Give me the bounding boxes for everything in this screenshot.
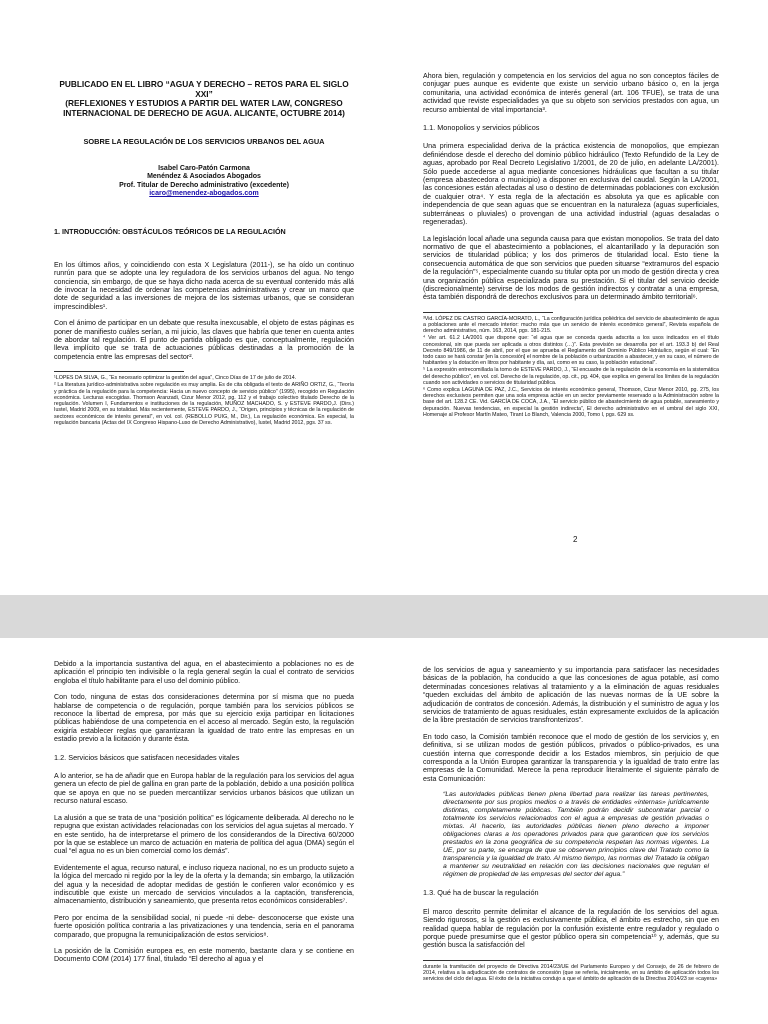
section-heading-1-1: 1.1. Monopolios y servicios públicos: [423, 123, 540, 133]
paragraph: En todo caso, la Comisión también reconoce que el modo de gestión de los servicios y, en definitiva, si se utilizan modos de gestión públicos, privados o público-privados, es una cuestión interna que corresponde decidir a los Estados miembros, sin perjuicio de que corresponda a la Unión Europea garantizar la transparencia y la igualdad de trato entre las empresas de la Comunidad. Merece la pena reproducir literalmente el siguiente párrafo de esta Comunicación:: [423, 732, 719, 783]
paragraph: Una primera especialidad deriva de la práctica existencia de monopolios, que empiezan definiéndose desde el derecho del dominio público hidráulico (Texto Refundido de la Ley de aguas, aprobado por Real Decreto Legislativo 1/2001, de 20 de julio, en adelante LA/2001). Sólo puede accederse al agua mediante concesiones hidráulicas que facultan a su titular (empresa abastecedora o municipio) a disponer en exclusiva del caudal. Según la LA/2001, las concesiones están afectadas al uso o destino de determinadas poblaciones con exclusión de cualquier otra⁴. Y esta regla de la afectación es absoluta ya que es aplicable con independencia de que sean aguas que se encuentran en la naturaleza (aguas superficiales, subterráneas o pluviales) o provengan de una actividad industrial (aguas desaladas o regeneradas).: [423, 142, 719, 227]
document-subtitle: SOBRE LA REGULACIÓN DE LOS SERVICIOS URBANOS DEL AGUA: [83, 137, 325, 147]
paragraph: Debido a la importancia sustantiva del agua, en el abastecimiento a poblaciones no es de aplicación el principio ten indivisible o la regla general según la cual el contrato de servicios engloba el título habilitante para el uso del dominio público.: [54, 660, 354, 685]
title-line: PUBLICADO EN EL LIBRO “AGUA Y DERECHO – RETOS PARA EL SIGLO XXI”: [59, 79, 349, 99]
paragraph: A lo anterior, se ha de añadir que en Europa hablar de la regulación para los servicios del agua genera un efecto de piel de gallina en gran parte de la población, debido a una posición política que se apoya en que no se pueden mercantilizar servicios urbanos básicos que utilizan un recurso natural escaso.: [54, 772, 354, 806]
page1-right-column: [423, 72, 719, 419]
paragraph: de los servicios de agua y saneamiento y su importancia para satisfacer las necesidades básicas de la población, ha conducido a que las concesiones de agua potable, así como determinadas concesiones relativas al tratamiento y a la eliminación de aguas residuales “queden excluidas del ámbito de aplicación de las nuevas normas de la UE sobre la adjudicación de contratos de concesión. Además, la distribución y el suministro de agua y los servicios de tratamiento de aguas residuales, están expresamente excluidos de la aplicación de la libre prestación de servicios transfronterizos”.: [423, 666, 719, 725]
paragraph: En los últimos años, y coincidiendo con esta X Legislatura (2011-), se ha oído un continuo runrún para que se adopte una ley reguladora de los servicios urbanos del agua. No tengo conciencia, sin embargo, de que se haya dicho nada acerca de su eventual contenido más allá de invocar la necesidad de ordenar las competencias administrativas y crear un marco que dote de seguridad a las inversiones de mejora de los sistemas urbanos, que se consideran imprescindibles¹.: [54, 260, 354, 311]
page2-left-column: [54, 660, 354, 972]
author-email-link[interactable]: icaro@menendez-abogados.com: [149, 190, 259, 197]
footnotes: [54, 375, 354, 426]
paragraph: Con todo, ninguna de estas dos consideraciones determina por sí misma que no pueda hablarse de competencia o de regulación, porque también para los servicios públicos se reconoce la libertad de empresa, por más que su ejercicio exija participar en licitaciones públicas habiéndose de una competencia en el acceso al mercado. Según esto, la regulación exigiría establecer reglas que garantizaran la igualdad de trato entre las empresas en un estadio previo a la licitación y durante ésta.: [54, 693, 354, 744]
paragraph: La legislación local añade una segunda causa para que existan monopolios. Se trata del dato normativo de que el abastecimiento a poblaciones, el alcantarillado y la depuración son servicios de titularidad pública; y los dos primeros de titularidad local. Esto tiene la consecuencia automática de que son servicios que pueden situarse “extramuros del espacio de la regulación”⁵, especialmente cuando su titular opta por un modo de gestión directa y crea una organización pública especializada para su prestación. Si el titular del servicio decide (discrecionalmente) servirse de los modos de gestión indirectos y contratar a una empresa, ésta también dispondrá de derechos exclusivos para un determinado ámbito territorial⁶.: [423, 234, 719, 302]
author-role: Prof. Titular de Derecho administrativo (excedente): [119, 181, 289, 189]
document-page-2: [0, 638, 768, 1024]
page2-right-column: [423, 666, 719, 982]
footnote: ⁶ Como explica LAGUNA DE PAZ, J.C., Servicios de interés económico general, Thomson, Cizur Menor 2010, pg. 275, los derechos exclusivos permiten que una sola empresa actúe en un sector previamente reservado a la Administración sobre la base del art. 128.2 CE. Vid. GARCÍA DE COCA, J.A., “El servicio público de abastecimiento de agua potable, saneamiento y depuración. Nuevas tendencias, en especial la gestión indirecta”, El derecho administrativo en el umbral del siglo XXI, Homenaje al Profesor Martín Mateo, Tirant Lo Blanch, Valencia 2000, Tomo I, pgs. 629 ss.: [423, 386, 719, 418]
title-line: (REFLEXIONES Y ESTUDIOS A PARTIR DEL WATER LAW, CONGRESO INTERNACIONAL DE DERECHO DE AGUA. ALICANTE, OCTUBRE 2014): [63, 98, 345, 118]
page1-left-column: [54, 80, 354, 427]
footnote-divider: [54, 371, 184, 372]
footnote: ² La literatura jurídico-administrativa sobre regulación es muy amplia. Es de cita obligada el texto de ARIÑO ORTIZ, G., “Teoría y práctica de la regulación para la competencia: Hacia un nuevo concepto de servicio público” (1995), recogido en Regulación económica. Lecturas escogidas. Thomson Aranzadi, Cizur Menor 2012, pg. 112 y el trabajo colectivo titulado Derecho de la regulación. Volumen I, Fundamentos e instituciones de la regulación, MUÑOZ MACHADO, S. y ESTEVE PARDO,J. (Dirs.) Iustel, Madrid 2009, en su totalidad. Más recientemente, ESTEVE PARDO, J., “Origen, principios y técnicas de la regulación de sectores económicos de interés general”, en vol. col. (REBOLLO PUIG, M., Dir.), La regulación económica. En especial, la regulación bancaria (Actas del IX Congreso Hispano-Luso de Derecho Administrativo), Iustel, Madrid 2012, pgs. 37 ss.: [54, 382, 354, 426]
section-heading-1-3: 1.3. Qué ha de buscar la regulación: [423, 888, 539, 898]
page-gap: [0, 595, 768, 638]
footnote: durante la tramitación del proyecto de Directiva 2014/23/UE del Parlamento Europeo y del Consejo, de 26 de febrero de 2014, relativa a la adjudicación de contratos de concesión (que se refería, inicialmente, en su ámbito de aplicación todos los servicios del ciclo del agua. El éxito de la iniciativa condujo a que el ámbito de aplicación de la Directiva 2014/23 se «cayera»: [423, 963, 719, 983]
document-title: [54, 80, 354, 118]
paragraph: Evidentemente el agua, recurso natural, e incluso riqueza nacional, no es un producto sujeto a la lógica del mercado ni regido por la ley de la oferta y la demanda; sin embargo, la utilización del agua y la necesidad de adoptar medidas de gestión le confieren valor económico y es indiscutible que existe un mercado de servicios vinculados a la captación, transferencia, almacenamiento, distribución y saneamiento, que presenta retos económicos considerables⁷.: [54, 863, 354, 906]
section-heading-1: 1. INTRODUCCIÓN: OBSTÁCULOS TEÓRICOS DE LA REGULACIÓN: [54, 227, 286, 237]
footnote-divider: [423, 312, 553, 313]
paragraph: Pero por encima de la sensibilidad social, ni puede -ni debe- desconocerse que existe una fuerte oposición política contraria a las privatizaciones y una tendencia, seria en el panorama comparado, que propugna la remunicipalización de estos servicios⁸.: [54, 913, 354, 939]
paragraph: Ahora bien, regulación y competencia en los servicios del agua no son conceptos fáciles de conjugar pues aunque es evidente que existe un servicio urbano básico o, en la jerga comunitaria, una actividad económica de interés general (art. 106 TFUE), se trata de una actividad que reviste especialidades ya que su objeto son servicios prestados con agua, un recurso ambiental de vital importancia³.: [423, 72, 719, 114]
footnotes: [423, 316, 719, 418]
author-firm: Menéndez & Asociados Abogados: [147, 173, 261, 181]
footnote: ³Vid. LÓPEZ DE CASTRO GARCÍA-MORATO, L., “La configuración jurídica poliédrica del servicio de abastecimiento de agua a poblaciones ante el mercado interior: mucho más que un servicio de interés económico general”, Revista española de derecho administrativo, núm. 163, 2014, pgs. 181-215.: [423, 315, 719, 335]
paragraph: La posición de la Comisión europea es, en este momento, bastante clara y se contiene en Documento COM (2014) 177 final, titulado “El derecho al agua y el: [54, 946, 354, 964]
author-name: Isabel Caro-Patón Carmona: [158, 164, 250, 172]
page-number: 2: [573, 535, 578, 544]
block-quote: “Las autoridades públicas tienen plena libertad para realizar las tareas pertinentes, directamente por sus propios medios o a través de entidades «internas» jurídicamente distintas, completamente públicas. También podrán decidir subcontratar parcial o totalmente los servicios relacionados con el agua a empresas de gestión privadas o mixtas. Al hacerlo, las autoridades públicas tienen pleno derecho a imponer obligaciones claras a los operadores privados para que garanticen que los servicios prestados en la zona geográfica de su competencia respetan las normas vigentes. La UE, por su parte, se encarga de que se observen principios clave del Tratado como la transparencia y la igualdad de trato. Al mismo tiempo, las normas del Tratado la obligan a mantener su neutralidad en relación con las decisiones nacionales que regulan el régimen de propiedad de las empresas del sector del agua.”: [443, 791, 709, 879]
paragraph: El marco descrito permite delimitar el alcance de la regulación de los servicios del agua. Siendo rigurosos, si la gestión es exclusivamente pública, el ámbito es estrecho, sin que en realidad quepa hablar de regulación por la confusión existente entre regulador y regulado o porque puede presumirse que el gestor público opera sin competencia¹⁰ y, además, que su gestión busca la satisfacción del: [423, 907, 719, 950]
paragraph: La alusión a que se trata de una “posición política” es lógicamente deliberada. Al derecho no le repugna que existan actividades relacionadas con los servicios del agua sujetas al mercado. Y en este sentido, ha de interpretarse el primero de los considerandos de la Directiva 60/2000 por la que se establece un marco de actuación en materia de política del agua (DMA) según el cual “el agua no es un bien comercial como los demás”.: [54, 813, 354, 856]
footnote: ⁵ La expresión entrecomillada la tomo de ESTEVE PARDO, J., “El encuadre de la regulación de la economía en la sistemática del derecho público”, en vol. col. Derecho de la regulación, op. cit., pg. 404, que explica en general los límites de la regulación cuando son actividades o servicios de titularidad pública.: [423, 367, 719, 386]
footnote-divider: [423, 960, 553, 961]
footnote: ⁴ Ver art. 61.2 LA/2001 que dispone que: “el agua que se conceda queda adscrita a los usos indicados en el título concesional, sin que pueda ser aplicada a otros distintos (…)”. Esta previsión se desarrolla por el art. 193.3 b) del Real Decreto 849/1986, de 11 de abril, por el que se aprueba el Reglamento del Dominio Público Hidráulico, según el cual: “En todo caso se hará constar [en la concesión] el nombre de la población o urbanización a abastecer, y en su caso, el número de habitantes y la dotación en litros por habitante y día, así, como en su caso, la población estacional”.: [423, 335, 719, 367]
section-heading-1-2: 1.2. Servicios básicos que satisfacen necesidades vitales: [54, 752, 240, 762]
footnote: ¹LOPES DA SILVA, G., “Es necesario optimizar la gestión del agua”, Cinco Días de 17 de julio de 2014.: [54, 375, 297, 382]
author-block: [54, 165, 354, 199]
paragraph: Con el ánimo de participar en un debate que resulta inexcusable, el objeto de estas páginas es poner de manifiesto cuáles serían, a mi juicio, las claves que habría que tener en cuenta antes de abordar tal regulación. El punto de partida obligado es que, conceptualmente, regulación lleva implícito que se trata de actuaciones públicas destinadas a la promoción de la competencia entre las empresas del sector².: [54, 319, 354, 361]
